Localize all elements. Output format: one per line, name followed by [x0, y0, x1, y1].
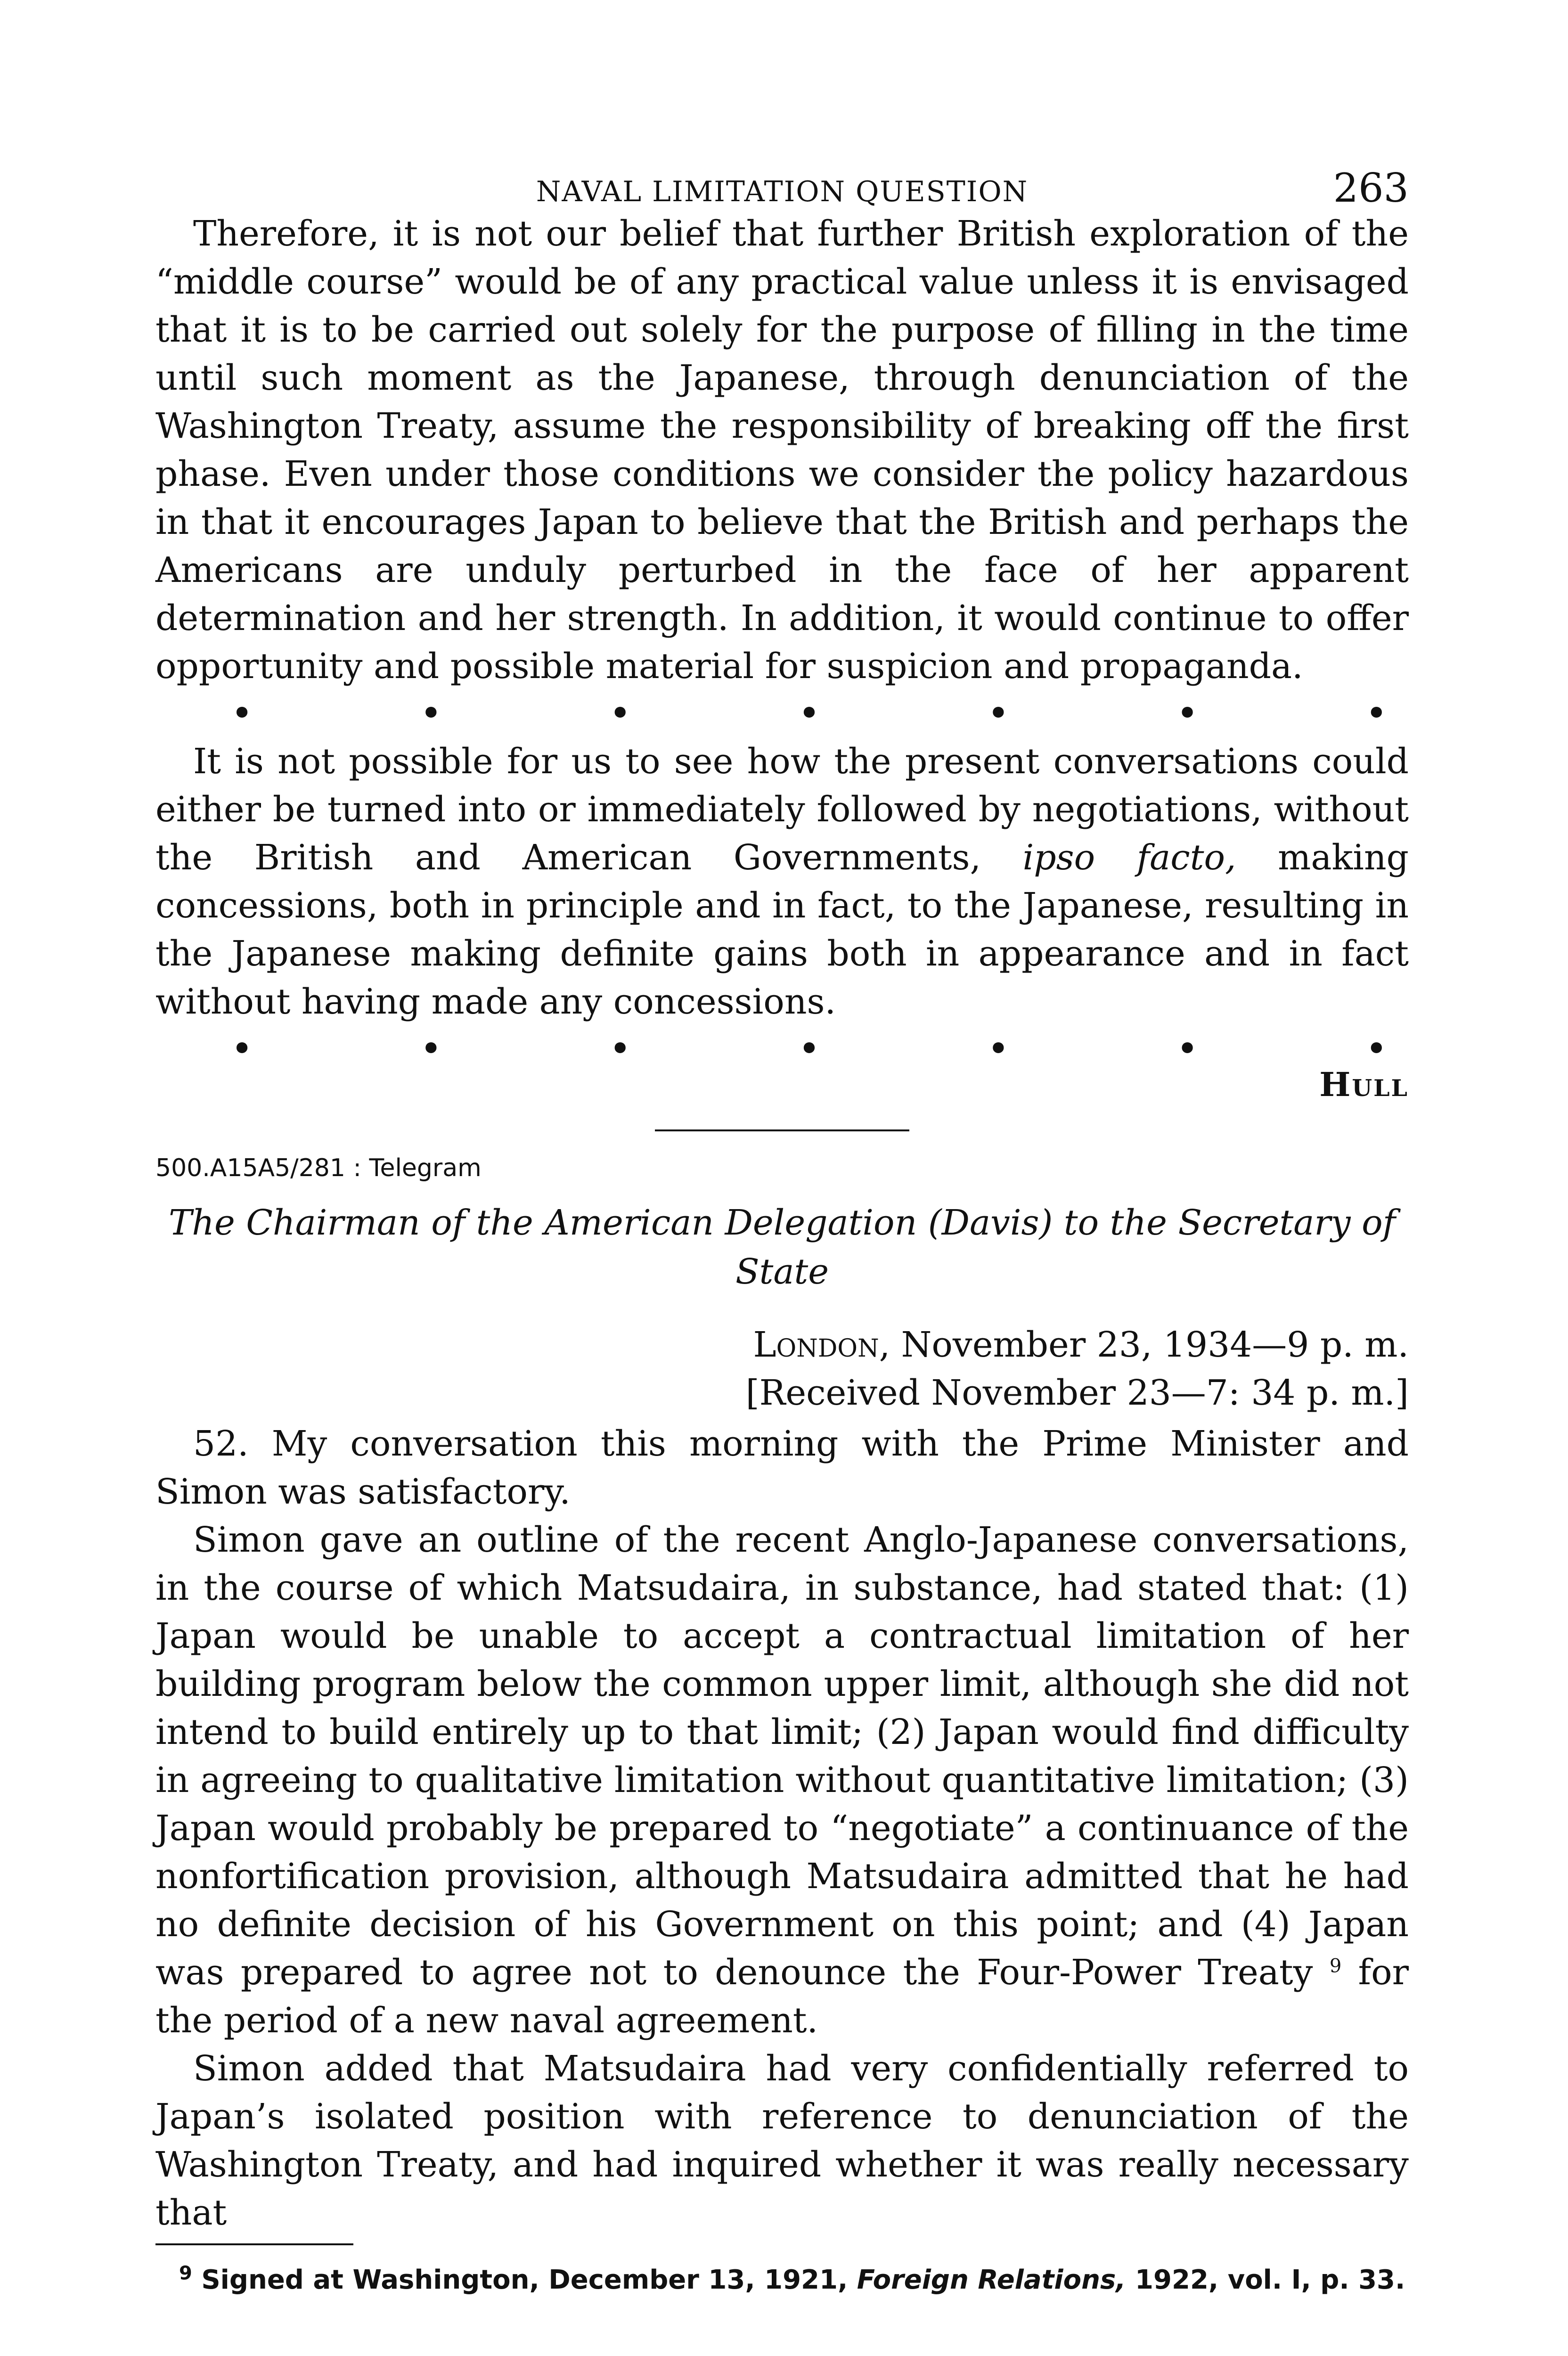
omission-dot: • — [798, 691, 821, 735]
omission-dot: • — [1365, 691, 1388, 735]
signature: Hull — [1319, 1065, 1409, 1104]
running-title: NAVAL LIMITATION QUESTION — [536, 175, 1029, 208]
dateline — [155, 1321, 1409, 1369]
omission-dot: • — [231, 691, 253, 735]
omission-dot: • — [987, 691, 1010, 735]
file-number: 500.A15A5/281 : Telegram — [155, 1154, 482, 1182]
text-run: making concessions, both in principle and in fact, to the Japanese, resulting in the Japanese making definite gains both in appearance and in fact without having made any concessions. — [155, 837, 1409, 1022]
omission-dot: • — [1176, 1027, 1199, 1071]
section-divider — [655, 1129, 909, 1131]
body-paragraph: Therefore, it is not our belief that further British exploration of the “middle course” would be of any practical value unless it is envisaged that it is to be carried out solely for the purpose of filling in the time until such moment as the Japanese, through denunciation of the Washington Treaty, assume the responsibility of breaking off the first phase. Even under those conditions we consider the policy hazardous in that it encourages Japan to believe that the British and perhaps the Americans are unduly perturbed in the face of her apparent determination and her strength. In addition, it would continue to offer opportunity and possible material for suspicion and propaganda. — [155, 213, 1409, 687]
omission-dot: • — [231, 1027, 253, 1071]
text-run: for the period of a new naval agreement. — [155, 1952, 1409, 2041]
footnote-reference[interactable]: 9 — [1329, 1955, 1342, 1977]
omission-dot: • — [1365, 1027, 1388, 1071]
omission-dot: • — [420, 1027, 442, 1071]
body-paragraph — [155, 1516, 1409, 2045]
italic-text: ipso facto, — [1022, 837, 1236, 878]
dateline-city: London, — [753, 1325, 890, 1365]
body-paragraph — [155, 737, 1409, 1026]
text-run: It is not possible for us to see how the present conversations could either be turned into or immediately followed by negotiations, without the British and American Governments, — [155, 741, 1409, 878]
body-paragraph: Simon added that Matsudaira had very confidentially referred to Japan’s isolated position with reference to denunciation of the Washington Treaty, and had inquired whether it was really necessary that — [155, 2048, 1409, 2233]
italic-text: Foreign Relations, — [857, 2265, 1126, 2295]
dateline-date: November 23, 1934—9 p. m. — [890, 1325, 1409, 1365]
document-heading: The Chairman of the American Delegation (Davis) to the Secretary of State — [168, 1203, 1396, 1292]
page-content — [155, 165, 1409, 2299]
body-paragraph: 52. My conversation this morning with the Prime Minister and Simon was satisfactory. — [155, 1423, 1409, 1512]
page-number: 263 — [1333, 165, 1409, 211]
omission-marks — [155, 692, 1409, 735]
omission-dot: • — [609, 691, 631, 735]
footnote-marker: 9 — [179, 2262, 192, 2284]
omission-dot: • — [609, 1027, 631, 1071]
footnote — [155, 2261, 1409, 2299]
omission-dot: • — [1176, 691, 1199, 735]
running-header — [155, 165, 1409, 210]
omission-dot: • — [420, 691, 442, 735]
received-line: [Received November 23—7: 34 p. m.] — [745, 1373, 1409, 1413]
footnote-divider — [155, 2243, 353, 2245]
text-run: 1922, vol. I, p. 33. — [1126, 2265, 1405, 2295]
text-run: Signed at Washington, December 13, 1921, — [192, 2265, 857, 2295]
omission-dot: • — [798, 1027, 821, 1071]
omission-dot: • — [987, 1027, 1010, 1071]
text-run: Simon gave an outline of the recent Anglo-Japanese conversations, in the course of which Matsudaira, in substance, had stated that: (1) Japan would be unable to accept a contractual limitation of her building program below the common upper limit, although she did not intend to build entirely up to that limit; (2) Japan would find difficulty in agreeing to qualitative limitation without quantitative limitation; (3) Japan would probably be prepared to “negotiate” a continuance of the nonfortification provision, although Matsudaira admitted that he had no definite decision of his Government on this point; and (4) Japan was prepared to agree not to denounce the Four-Power Treaty — [155, 1520, 1409, 1993]
